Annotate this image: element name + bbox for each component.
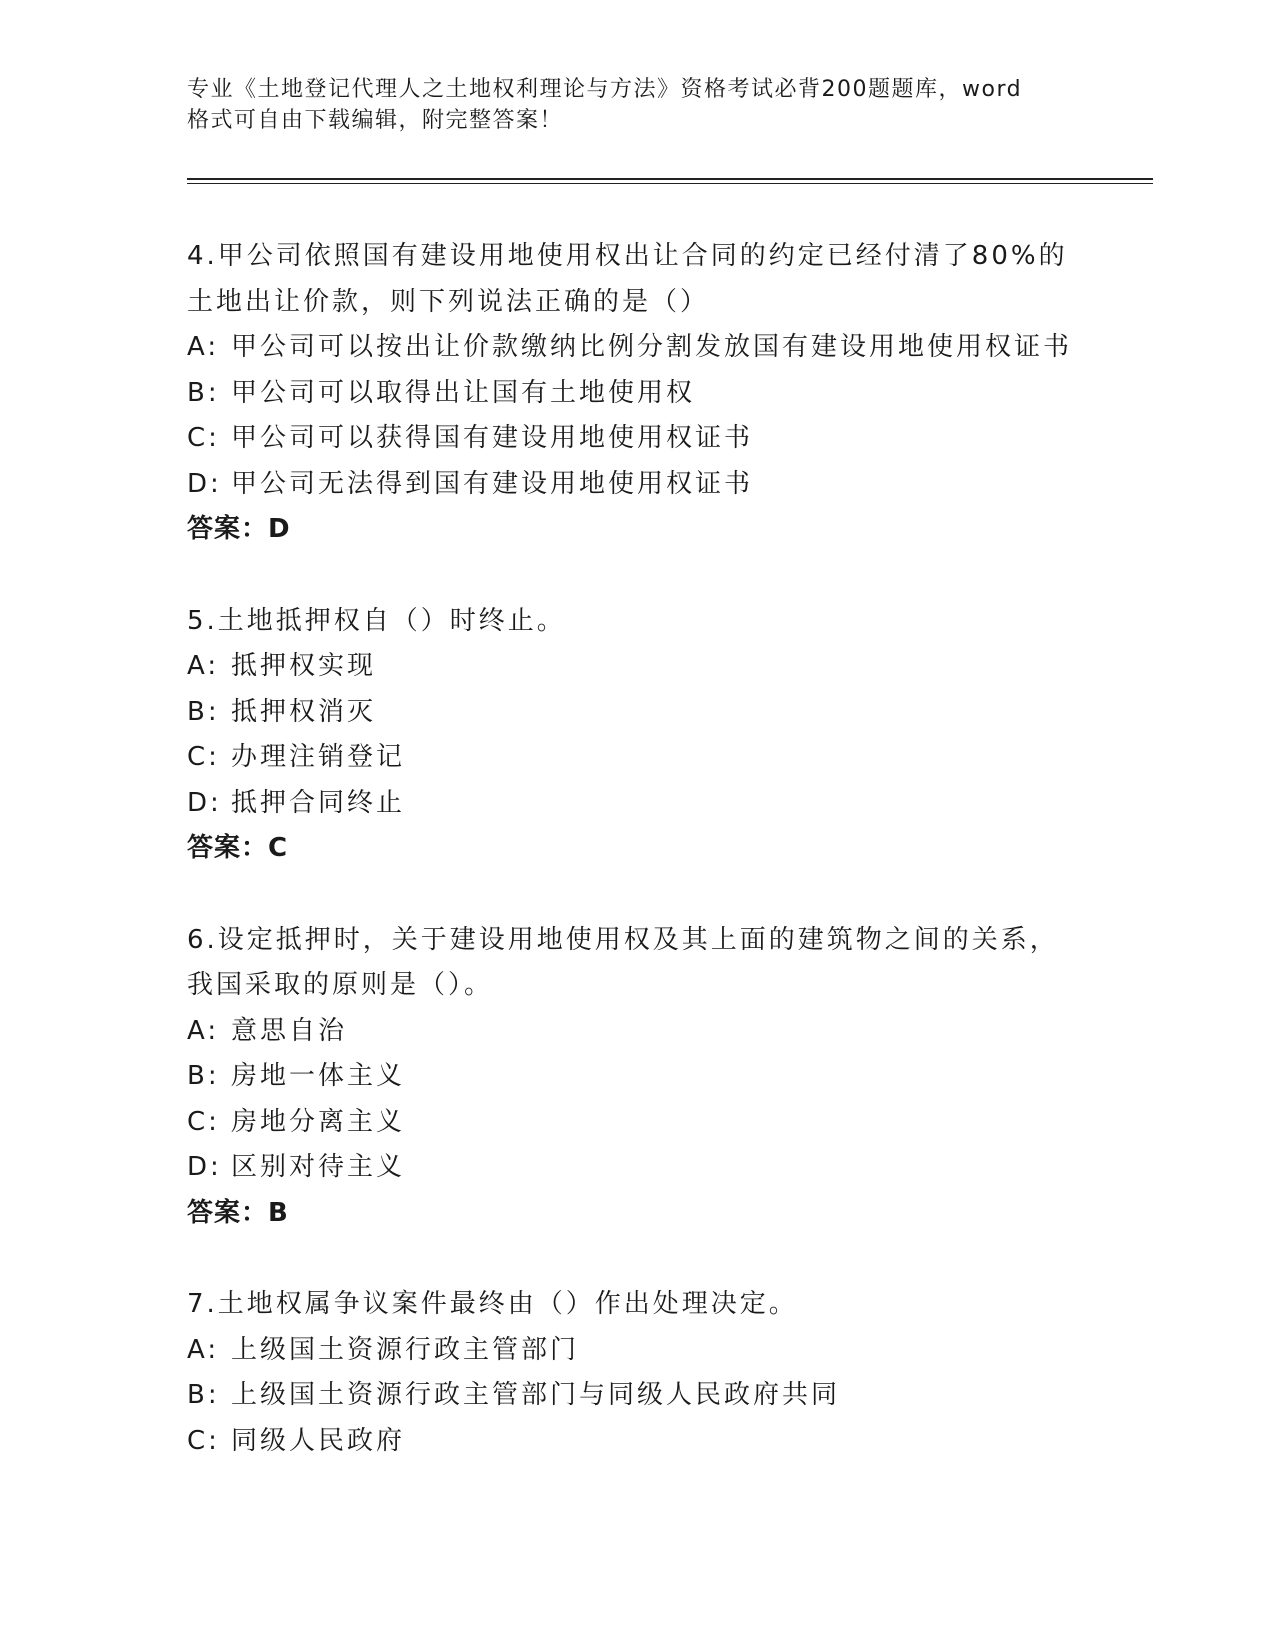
option-a [187,1328,1127,1374]
option-letter: A: [187,1015,220,1046]
question-6 [187,918,1127,1237]
answer-label: 答案：B [187,1197,289,1228]
question-text-line: 我国采取的原则是（）。 [187,970,494,1000]
option-text: 抵押权实现 [231,651,377,681]
option-text: 房地一体主义 [231,1061,406,1091]
header-line-2: 格式可自由下载编辑，附完整答案！ [187,108,564,133]
question-text-line: 5.土地抵押权自（）时终止。 [187,605,566,636]
header-line-1: 专业《土地登记代理人之土地权利理论与方法》资格考试必背200题题库，word [187,77,1023,102]
option-text: 意思自治 [231,1015,348,1046]
option-letter: D: [187,1152,222,1182]
option-c [187,416,1127,462]
answer-label: 答案：D [187,514,291,544]
option-text: 甲公司可以取得出让国有土地使用权 [231,377,696,408]
question-4 [187,234,1127,553]
question-5 [187,599,1127,872]
option-letter: B: [187,1380,220,1410]
option-text: 上级国土资源行政主管部门 [231,1334,580,1365]
question-7 [187,1282,1127,1464]
option-letter: C: [187,742,220,772]
header-divider-thick [187,178,1153,180]
question-list [187,234,1127,1510]
option-letter: D: [187,787,222,818]
option-d [187,781,1127,827]
option-text: 上级国土资源行政主管部门与同级人民政府共同 [231,1380,841,1410]
option-text: 甲公司可以获得国有建设用地使用权证书 [231,423,754,453]
option-letter: C: [187,1106,220,1137]
option-text: 抵押合同终止 [231,787,406,818]
question-text-line: 7.土地权属争议案件最终由（）作出处理决定。 [187,1289,798,1319]
option-d [187,1145,1127,1191]
answer-label: 答案：C [187,833,289,863]
header-divider-thin [187,183,1153,184]
option-letter: B: [187,1061,220,1091]
option-c [187,1419,1127,1465]
option-b [187,371,1127,417]
option-letter: A: [187,1334,220,1365]
document-header [187,74,1067,136]
option-a [187,1009,1127,1055]
option-b [187,1054,1127,1100]
option-b [187,690,1127,736]
option-letter: C: [187,1425,220,1456]
option-letter: A: [187,332,220,362]
option-text: 办理注销登记 [231,742,406,772]
option-a [187,325,1127,371]
option-c [187,1100,1127,1146]
option-text: 房地分离主义 [231,1106,406,1137]
option-text: 区别对待主义 [231,1152,406,1182]
option-letter: D: [187,468,222,499]
option-letter: B: [187,696,220,727]
option-text: 抵押权消灭 [231,696,377,727]
option-text: 甲公司无法得到国有建设用地使用权证书 [231,468,754,499]
option-a [187,644,1127,690]
question-text-line: 4.甲公司依照国有建设用地使用权出让合同的约定已经付清了80%的 [187,241,1068,271]
option-text: 同级人民政府 [231,1425,406,1456]
option-letter: A: [187,651,220,681]
option-letter: C: [187,423,220,453]
option-text: 甲公司可以按出让价款缴纳比例分割发放国有建设用地使用权证书 [231,332,1073,362]
question-text-line: 6.设定抵押时，关于建设用地使用权及其上面的建筑物之间的关系， [187,924,1059,955]
option-letter: B: [187,377,220,408]
option-b [187,1373,1127,1419]
question-text-line: 土地出让价款，则下列说法正确的是（） [187,286,710,317]
option-d [187,462,1127,508]
option-c [187,735,1127,781]
